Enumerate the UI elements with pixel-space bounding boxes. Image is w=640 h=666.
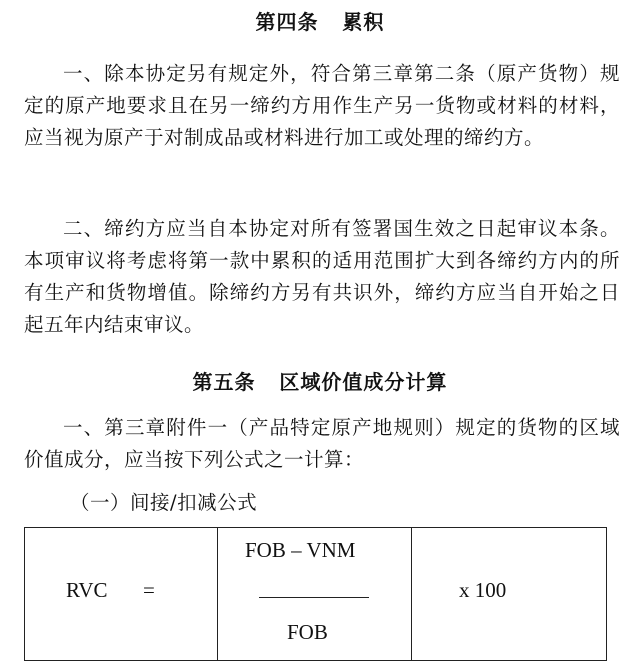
formula-denominator: FOB bbox=[287, 620, 328, 644]
formula-divider-right bbox=[411, 528, 412, 660]
formula-table bbox=[24, 527, 607, 661]
article-5-title: 第五条 区域价值成分计算 bbox=[192, 370, 448, 394]
article-4-title: 第四条 累积 bbox=[255, 10, 385, 34]
formula-multiplier: x 100 bbox=[459, 578, 507, 602]
article-5-paragraph-1: 一、第三章附件一（产品特定原产地规则）规定的货物的区域价值成分，应当按下列公式之一计算： bbox=[24, 416, 620, 471]
formula-numerator: FOB – VNM bbox=[245, 538, 356, 562]
formula-rvc: RVC bbox=[66, 578, 108, 602]
article-4-paragraph-1: 一、除本协定另有规定外，符合第三章第二条（原产货物）规定的原产地要求且在另一缔约方用作生产另一货物或材料的材料，应当视为原产于对制成品或材料进行加工或处理的缔约方。 bbox=[24, 62, 620, 149]
formula-equals: = bbox=[143, 578, 155, 602]
article-4-paragraph-2: 二、缔约方应当自本协定对所有签署国生效之日起审议本条。本项审议将考虑将第一款中累积的适用范围扩大到各缔约方内的所有生产和货物增值。除缔约方另有共识外，缔约方应当自开始之日起五年内结束审议。 bbox=[24, 217, 620, 336]
formula-divider-left bbox=[217, 528, 218, 660]
formula-sub-heading: （一）间接/扣减公式 bbox=[70, 491, 258, 514]
formula-fraction-bar bbox=[259, 597, 369, 598]
